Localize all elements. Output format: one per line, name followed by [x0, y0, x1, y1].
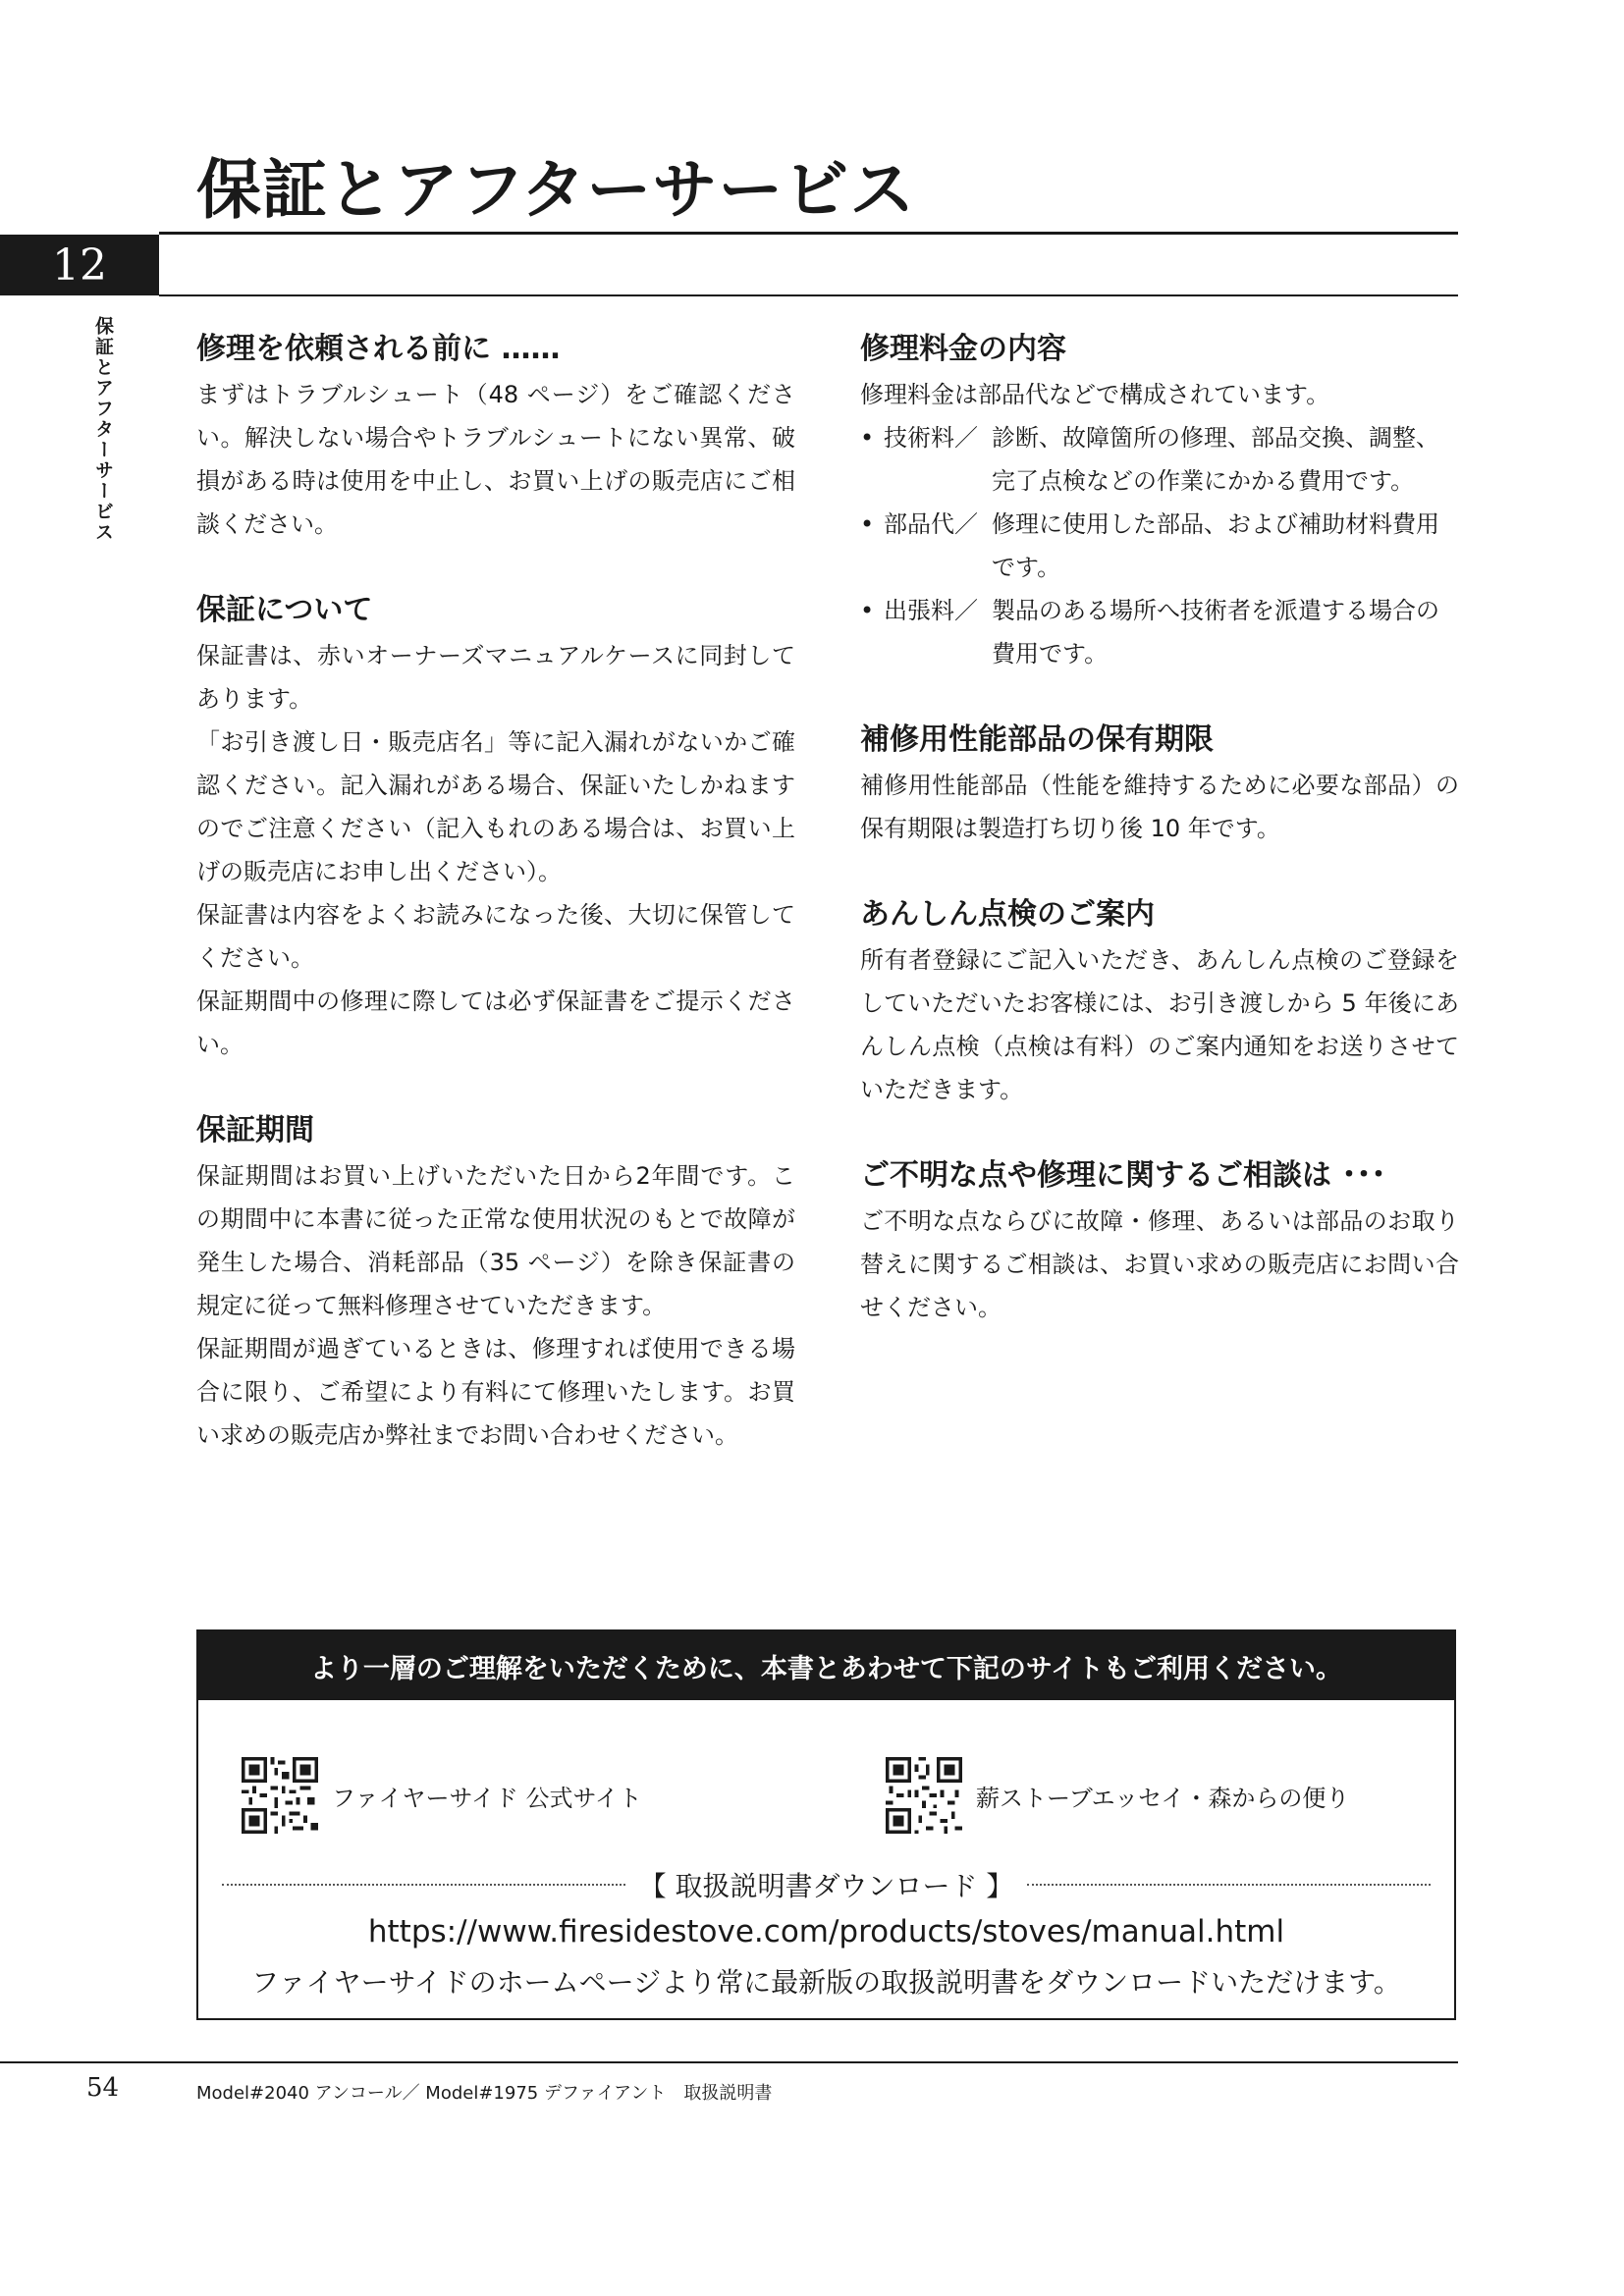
section-before-repair	[196, 330, 795, 546]
section-heading: 補修用性能部品の保有期限	[860, 722, 1214, 757]
paragraph: 保証書は内容をよくお読みになった後、大切に保管してください。	[196, 901, 795, 972]
section-heading: 保証について	[196, 593, 373, 627]
section-warranty	[196, 591, 795, 1066]
page-number: 54	[86, 2073, 120, 2103]
section-parts-retention	[860, 721, 1459, 850]
section-consultation	[860, 1156, 1459, 1329]
essay-site-label[interactable]: 薪ストーブエッセイ・森からの便り	[976, 1784, 1350, 1812]
left-column	[196, 330, 795, 1502]
footer-model-text: Model#2040 アンコール／ Model#1975 デファイアント 取扱説明書	[196, 2083, 773, 2104]
section-repair-fees	[860, 330, 1459, 675]
paragraph: 補修用性能部品（性能を維持するために必要な部品）の保有期限は製造打ち切り後 10 年です。	[860, 772, 1459, 842]
paragraph: 修理料金は部品代などで構成されています。	[860, 381, 1330, 408]
paragraph: 保証期間中の修理に際しては必ず保証書をご提示ください。	[196, 988, 795, 1058]
bullet-dot-icon: •	[860, 597, 875, 624]
section-heading: 修理料金の内容	[860, 332, 1066, 366]
bullet-dot-icon: •	[860, 424, 875, 452]
manual-download-url[interactable]: https://www.firesidestove.com/products/stoves/manual.html	[367, 1914, 1285, 1949]
paragraph: 保証期間はお買い上げいただいた日から2年間です。この期間中に本書に従った正常な使用状況のもとで故障が発生した場合、消耗部品（35 ページ）を除き保証書の規定に従って無料修理させていただきます。	[196, 1162, 795, 1319]
fee-item	[860, 503, 1459, 589]
fee-description: 修理に使用した部品、および補助材料費用です。	[992, 510, 1439, 581]
qr-code-icon[interactable]	[886, 1757, 962, 1834]
paragraph: 「お引き渡し日・販売店名」等に記入漏れがないかご確認ください。記入漏れがある場合、保証いたしかねますのでご注意ください（記入もれのある場合は、お買い上げの販売店にお申し出ください）。	[196, 728, 795, 885]
fee-term: 技術料／	[884, 424, 978, 452]
paragraph: ご不明な点ならびに故障・修理、あるいは部品のお取り替えに関するご相談は、お買い求めの販売店にお問い合せください。	[860, 1207, 1459, 1321]
section-heading: ご不明な点や修理に関するご相談は ･･･	[860, 1158, 1386, 1193]
essay-site-link[interactable]	[886, 1757, 1349, 1834]
fee-term: 部品代／	[884, 510, 978, 538]
right-column	[860, 330, 1459, 1374]
section-inspection	[860, 895, 1459, 1111]
header-rule	[159, 294, 1458, 296]
qr-code-icon[interactable]	[242, 1757, 318, 1834]
website-box-header: より一層のご理解をいただくために、本書とあわせて下記のサイトもご利用ください。	[198, 1631, 1454, 1700]
paragraph: 所有者登録にご記入いただき、あんしん点検のご登録をしていただいたお客様には、お引き渡しから 5 年後にあんしん点検（点検は有料）のご案内通知をお送りさせていただきます。	[860, 946, 1459, 1103]
download-heading: 【 取扱説明書ダウンロード 】	[638, 1870, 1014, 1902]
section-heading: 保証期間	[196, 1113, 314, 1148]
paragraph: 保証書は、赤いオーナーズマニュアルケースに同封してあります。	[196, 642, 795, 713]
download-heading-row	[208, 1865, 1444, 1904]
download-note: ファイヤーサイドのホームページより常に最新版の取扱説明書をダウンロードいただけます。	[251, 1966, 1401, 1999]
official-site-link[interactable]	[242, 1757, 642, 1834]
footer-rule	[0, 2061, 1458, 2063]
dotted-divider	[1027, 1884, 1431, 1886]
section-heading: 修理を依頼される前に ……	[196, 332, 561, 366]
fee-item	[860, 589, 1459, 675]
official-site-label[interactable]: ファイヤーサイド 公式サイト	[332, 1784, 642, 1812]
website-info-box	[196, 1629, 1456, 2020]
paragraph: まずはトラブルシュート（48 ページ）をご確認ください。解決しない場合やトラブルシュートにない異常、破損がある時は使用を中止し、お買い上げの販売店にご相談ください。	[196, 381, 795, 538]
fee-description: 製品のある場所へ技術者を派遣する場合の費用です。	[992, 597, 1439, 667]
section-warranty-period	[196, 1111, 795, 1457]
title-rule	[159, 232, 1458, 235]
side-chapter-tab: 保証とアフターサービス	[92, 316, 114, 543]
paragraph: 保証期間が過ぎているときは、修理すれば使用できる場合に限り、ご希望により有料にて修理いたします。お買い求めの販売店か弊社までお問い合わせください。	[196, 1335, 795, 1449]
chapter-number-badge: 12	[0, 235, 159, 295]
fee-item	[860, 416, 1459, 503]
fee-term: 出張料／	[884, 597, 978, 624]
page-title: 保証とアフターサービス	[196, 151, 916, 228]
fee-description: 診断、故障箇所の修理、部品交換、調整、完了点検などの作業にかかる費用です。	[992, 424, 1439, 495]
section-heading: あんしん点検のご案内	[860, 897, 1155, 932]
dotted-divider	[222, 1884, 625, 1886]
bullet-dot-icon: •	[860, 510, 875, 538]
